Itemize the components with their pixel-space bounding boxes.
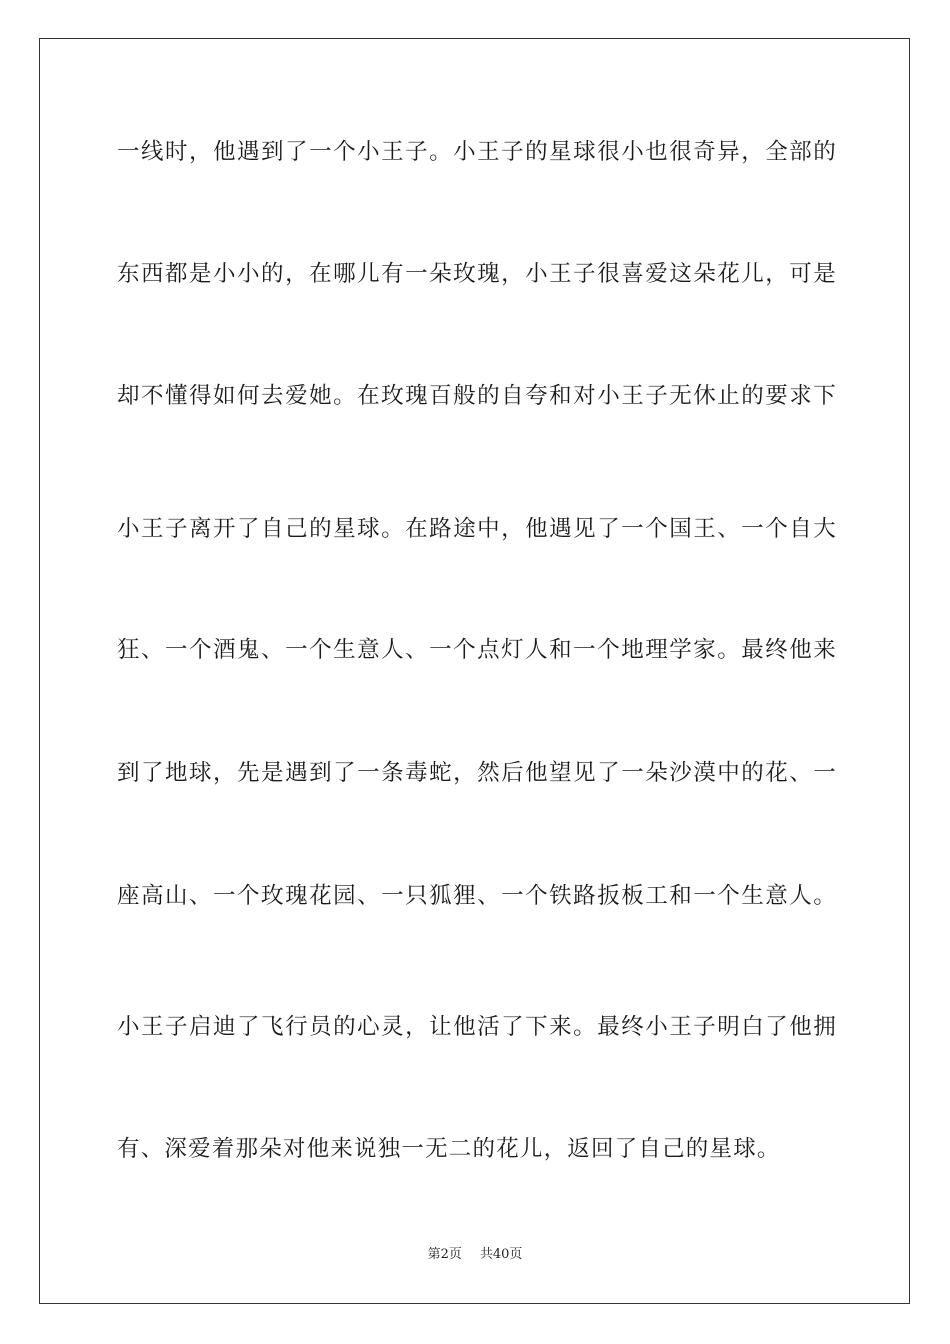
body-text-line-7: 座高山、一个玫瑰花园、一只狐狸、一个铁路扳板工和一个生意人。 [117,883,837,909]
page-number-total: 共40页 [479,1247,523,1262]
body-text-line-8: 小王子启迪了飞行员的心灵，让他活了下来。最终小王子明白了他拥 [117,1014,837,1040]
body-text-line-5: 狂、一个酒鬼、一个生意人、一个点灯人和一个地理学家。最终他来 [117,637,837,663]
page-number-current: 第2页 [427,1247,462,1262]
body-text-line-6: 到了地球，先是遇到了一条毒蛇，然后他望见了一朵沙漠中的花、一 [117,760,837,786]
body-text-line-1: 一线时，他遇到了一个小王子。小王子的星球很小也很奇异，全部的 [117,139,837,165]
page-border [39,38,910,1304]
body-text-line-3: 却不懂得如何去爱她。在玫瑰百般的自夸和对小王子无休止的要求下 [117,383,837,409]
body-text-line-9: 有、深爱着那朵对他来说独一无二的花儿，返回了自己的星球。 [117,1136,781,1162]
body-text-line-4: 小王子离开了自己的星球。在路途中，他遇见了一个国王、一个自大 [117,516,837,542]
body-text-line-2: 东西都是小小的，在哪儿有一朵玫瑰，小王子很喜爱这朵花儿，可是 [117,261,837,287]
page-footer [0,1246,950,1264]
